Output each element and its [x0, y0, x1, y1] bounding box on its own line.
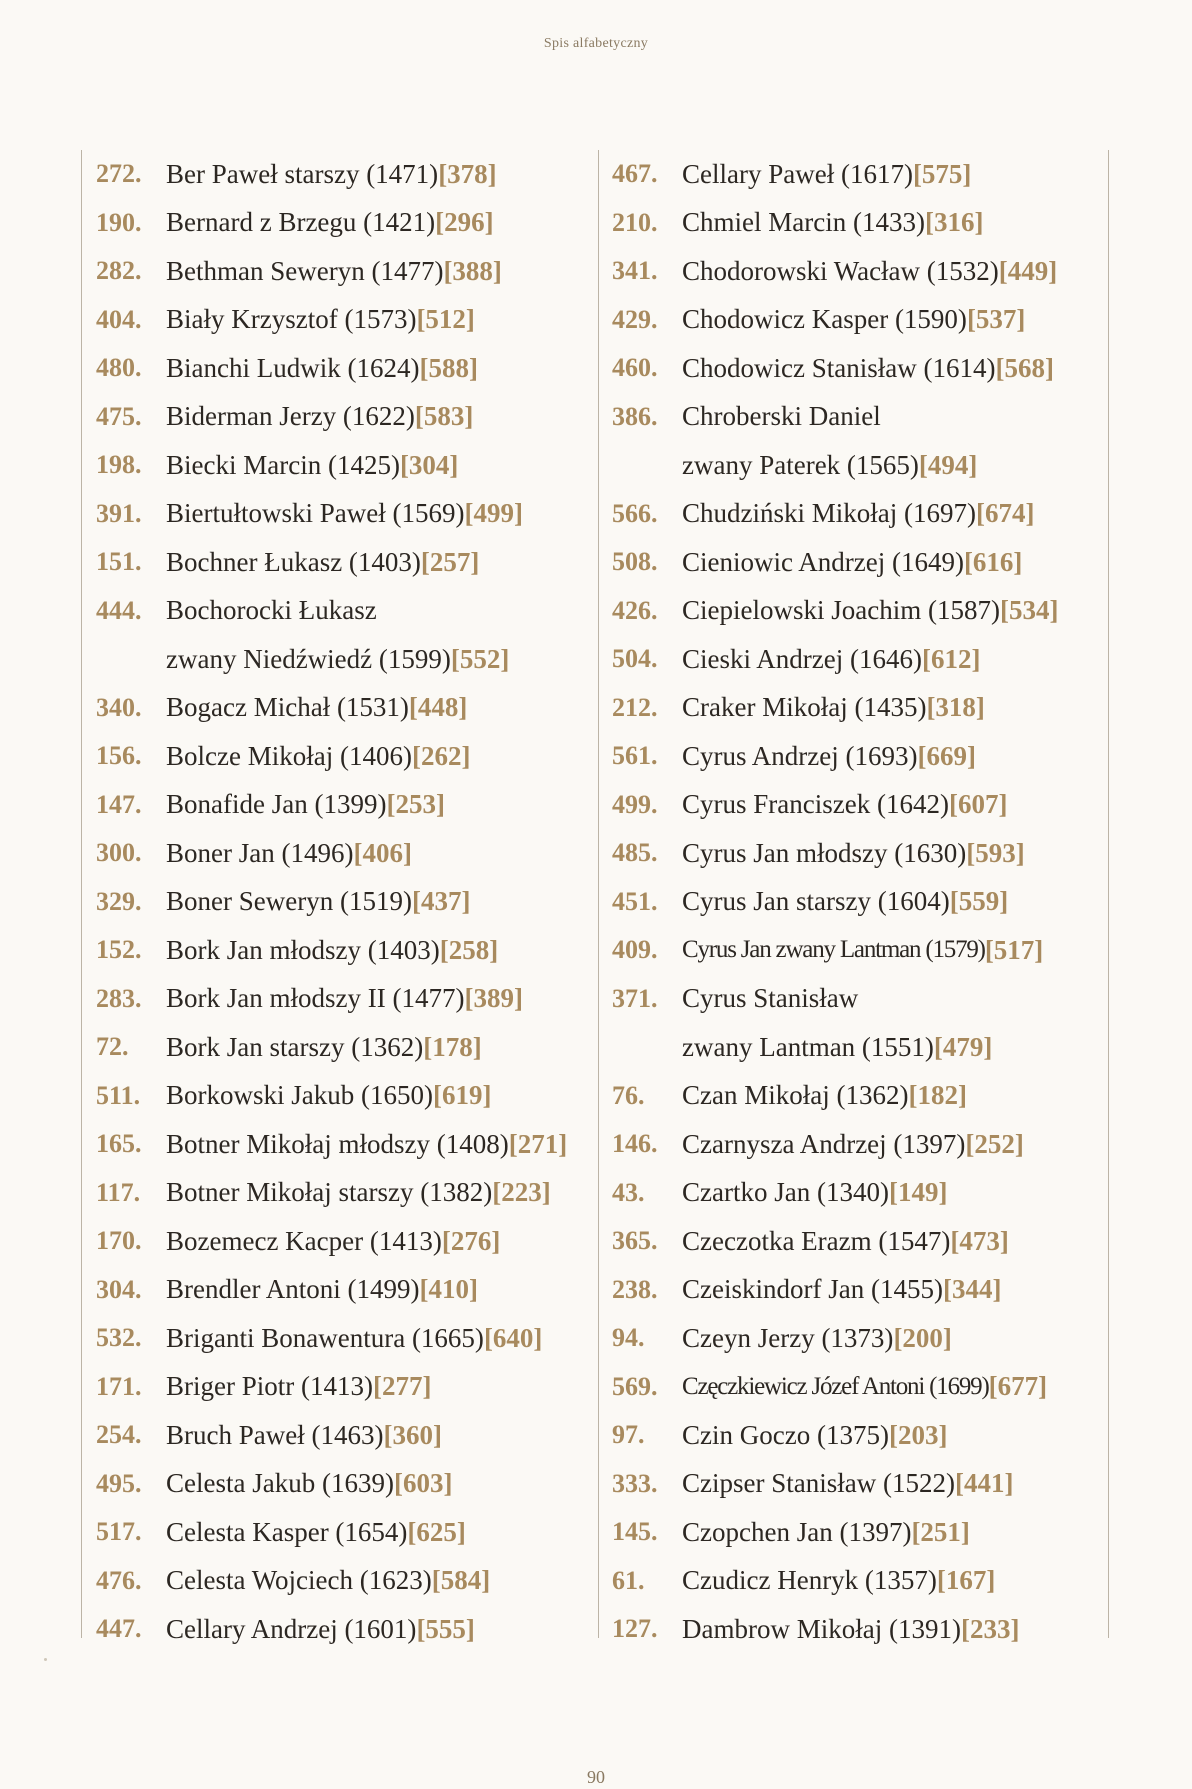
index-entry — [82, 1557, 598, 1606]
entry-number: 43. — [612, 1177, 645, 1207]
entry-number: 147. — [96, 789, 142, 819]
entry-name: Ber Paweł starszy (1471) — [166, 158, 439, 189]
index-entry — [598, 781, 1108, 830]
entry-name: Bonafide Jan (1399) — [166, 789, 387, 820]
entry-reference: [271] — [508, 1128, 568, 1159]
entry-reference: [607] — [948, 789, 1008, 820]
entry-reference: [437] — [411, 886, 471, 917]
entry-reference: [552] — [450, 643, 510, 674]
entry-name: Boner Jan (1496) — [166, 837, 354, 868]
entry-name: zwany Paterek (1565) — [682, 449, 919, 480]
entry-reference: [499] — [464, 498, 523, 529]
entry-number: 300. — [96, 838, 142, 868]
entry-number: 517. — [96, 1517, 142, 1547]
index-column-left — [81, 150, 599, 1644]
index-entry — [82, 1411, 598, 1460]
entry-name: Chodowicz Kasper (1590) — [682, 304, 967, 335]
entry-number: 94. — [612, 1323, 645, 1353]
index-entry — [82, 1217, 598, 1266]
entry-number: 391. — [96, 498, 142, 528]
index-entry — [598, 1508, 1108, 1557]
entry-name: Dambrow Mikołaj (1391) — [682, 1613, 961, 1644]
index-entry — [82, 1169, 598, 1218]
entry-number: 426. — [612, 595, 658, 625]
entry-reference: [479] — [933, 1031, 993, 1062]
index-entry — [598, 878, 1108, 927]
entry-name: Bolcze Mikołaj (1406) — [166, 740, 412, 771]
entry-number: 238. — [612, 1274, 658, 1304]
entry-name: Czin Goczo (1375) — [682, 1419, 889, 1450]
entry-name: Biertułtowski Paweł (1569) — [166, 498, 465, 529]
entry-name: Czeczotka Erazm (1547) — [682, 1225, 951, 1256]
entry-name: Czan Mikołaj (1362) — [682, 1080, 909, 1111]
index-entry — [598, 1266, 1108, 1315]
entry-name: Celesta Jakub (1639) — [166, 1468, 394, 1499]
entry-number: 371. — [612, 983, 658, 1013]
index-entry — [598, 490, 1108, 539]
entry-reference: [318] — [926, 692, 985, 723]
entry-name: Chmiel Marcin (1433) — [682, 207, 925, 238]
index-entry — [82, 829, 598, 878]
entry-number: 198. — [96, 450, 142, 480]
entry-reference: [253] — [386, 789, 445, 820]
entry-name: Bochner Łukasz (1403) — [166, 546, 421, 577]
entry-number: 127. — [612, 1614, 658, 1644]
entry-reference: [555] — [416, 1613, 475, 1644]
index-entry — [82, 878, 598, 927]
entry-number: 386. — [612, 401, 658, 431]
index-entry — [82, 1460, 598, 1509]
index-entry — [598, 441, 1108, 490]
entry-name: Cyrus Franciszek (1642) — [682, 789, 949, 820]
entry-name: Cyrus Andrzej (1693) — [682, 740, 918, 771]
entry-name: zwany Niedźwiedź (1599) — [166, 643, 451, 674]
entry-reference: [251] — [911, 1516, 970, 1547]
index-entry — [82, 1605, 598, 1654]
entry-reference: [296] — [435, 207, 494, 238]
entry-reference: [344] — [942, 1274, 1002, 1305]
entry-name: Bochorocki Łukasz — [166, 595, 377, 626]
entry-reference: [534] — [999, 595, 1059, 626]
entry-reference: [588] — [419, 352, 478, 383]
running-header: Spis alfabetyczny — [543, 36, 649, 51]
index-entry — [82, 490, 598, 539]
entry-number: 429. — [612, 304, 658, 334]
entry-number: 451. — [612, 886, 658, 916]
entry-name: Biecki Marcin (1425) — [166, 449, 400, 480]
entry-reference: [258] — [439, 934, 499, 965]
index-entry — [82, 1023, 598, 1072]
index-entry — [598, 247, 1108, 296]
entry-reference: [603] — [393, 1468, 453, 1499]
entry-number: 272. — [96, 159, 142, 189]
entry-reference: [388] — [443, 255, 502, 286]
entry-name: Czopchen Jan (1397) — [682, 1516, 912, 1547]
entry-number: 146. — [612, 1129, 658, 1159]
entry-reference: [575] — [912, 158, 972, 189]
entry-reference: [559] — [949, 886, 1009, 917]
entry-reference: [494] — [918, 449, 978, 480]
entry-number: 404. — [96, 304, 142, 334]
entry-number: 341. — [612, 256, 658, 286]
entry-number: 170. — [96, 1226, 142, 1256]
index-entry — [598, 199, 1108, 248]
entry-number: 76. — [612, 1080, 645, 1110]
entry-name: Cellary Andrzej (1601) — [166, 1613, 417, 1644]
entry-name: Czudicz Henryk (1357) — [682, 1565, 937, 1596]
entry-number: 566. — [612, 498, 658, 528]
entry-name: Cieski Andrzej (1646) — [682, 643, 922, 674]
index-entry — [598, 296, 1108, 345]
entry-reference: [640] — [483, 1322, 543, 1353]
entry-name: Częczkiewicz Józef Antoni (1699) — [682, 1372, 989, 1400]
entry-reference: [378] — [438, 158, 497, 189]
entry-reference: [277] — [372, 1371, 432, 1402]
entry-number: 495. — [96, 1468, 142, 1498]
index-entry — [82, 538, 598, 587]
index-entry — [82, 1266, 598, 1315]
entry-number: 282. — [96, 256, 142, 286]
entry-name: Czartko Jan (1340) — [682, 1177, 889, 1208]
entry-name: Czeyn Jerzy (1373) — [682, 1322, 894, 1353]
index-entry — [82, 1508, 598, 1557]
index-entry — [598, 732, 1108, 781]
entry-reference: [568] — [995, 352, 1054, 383]
entry-name: Bork Jan młodszy II (1477) — [166, 983, 465, 1014]
index-entry — [598, 1072, 1108, 1121]
entry-reference: [304] — [399, 449, 459, 480]
index-entry — [598, 150, 1108, 199]
entry-number: 485. — [612, 838, 658, 868]
entry-reference: [449] — [998, 255, 1058, 286]
index-entry — [82, 199, 598, 248]
entry-reference: [316] — [924, 207, 984, 238]
entry-number: 156. — [96, 741, 142, 771]
entry-name: Bernard z Brzegu (1421) — [166, 207, 436, 238]
index-entry — [82, 441, 598, 490]
entry-number: 152. — [96, 935, 142, 965]
entry-name: Cellary Paweł (1617) — [682, 158, 913, 189]
entry-reference: [448] — [408, 692, 468, 723]
index-entry — [598, 538, 1108, 587]
entry-reference: [182] — [908, 1080, 967, 1111]
entry-reference: [203] — [888, 1419, 948, 1450]
entry-number: 190. — [96, 207, 142, 237]
entry-name: Boner Seweryn (1519) — [166, 886, 412, 917]
entry-name: Chodowicz Stanisław (1614) — [682, 352, 996, 383]
entry-name: Cyrus Stanisław — [682, 983, 859, 1014]
index-entry — [82, 587, 598, 636]
entry-number: 283. — [96, 983, 142, 1013]
entry-number: 72. — [96, 1032, 129, 1062]
entry-number: 340. — [96, 692, 142, 722]
entry-name: Cieniowic Andrzej (1649) — [682, 546, 964, 577]
entry-name: Bork Jan starszy (1362) — [166, 1031, 424, 1062]
index-entry — [598, 344, 1108, 393]
entry-number: 569. — [612, 1371, 658, 1401]
entry-number: 561. — [612, 741, 658, 771]
entry-number: 97. — [612, 1420, 645, 1450]
index-entry — [82, 926, 598, 975]
entry-reference: [593] — [966, 837, 1025, 868]
entry-number: 532. — [96, 1323, 142, 1353]
index-entry — [598, 684, 1108, 733]
entry-reference: [517] — [984, 934, 1044, 965]
entry-reference: [674] — [975, 498, 1035, 529]
index-entry — [82, 296, 598, 345]
entry-reference: [616] — [963, 546, 1023, 577]
index-entry — [598, 635, 1108, 684]
entry-name: Brendler Antoni (1499) — [166, 1274, 420, 1305]
entry-number: 61. — [612, 1565, 645, 1595]
index-entry — [82, 247, 598, 296]
entry-number: 333. — [612, 1468, 658, 1498]
entry-name: Czipser Stanisław (1522) — [682, 1468, 955, 1499]
entry-name: zwany Lantman (1551) — [682, 1031, 934, 1062]
entry-reference: [583] — [414, 401, 474, 432]
entry-name: Bianchi Ludwik (1624) — [166, 352, 420, 383]
index-entry — [82, 635, 598, 684]
entry-number: 171. — [96, 1371, 142, 1401]
entry-name: Cyrus Jan zwany Lantman (1579) — [682, 936, 985, 964]
entry-reference: [441] — [954, 1468, 1014, 1499]
entry-reference: [677] — [988, 1371, 1048, 1402]
entry-number: 508. — [612, 547, 658, 577]
entry-name: Ciepielowski Joachim (1587) — [682, 595, 1000, 626]
entry-reference: [584] — [431, 1565, 491, 1596]
entry-number: 151. — [96, 547, 142, 577]
index-entry — [598, 587, 1108, 636]
entry-name: Bruch Paweł (1463) — [166, 1419, 384, 1450]
index-entry — [598, 1217, 1108, 1266]
index-entry — [598, 1605, 1108, 1654]
entry-name: Craker Mikołaj (1435) — [682, 692, 927, 723]
entry-number: 304. — [96, 1274, 142, 1304]
entry-name: Celesta Kasper (1654) — [166, 1516, 408, 1547]
entry-number: 165. — [96, 1129, 142, 1159]
entry-number: 460. — [612, 353, 658, 383]
entry-number: 117. — [96, 1177, 141, 1207]
index-entry — [598, 829, 1108, 878]
entry-name: Bethman Seweryn (1477) — [166, 255, 444, 286]
index-entry — [82, 1363, 598, 1412]
entry-number: 467. — [612, 159, 658, 189]
index-entry — [598, 926, 1108, 975]
entry-number: 447. — [96, 1614, 142, 1644]
entry-reference: [223] — [492, 1177, 551, 1208]
entry-reference: [233] — [960, 1613, 1020, 1644]
index-entry — [82, 1314, 598, 1363]
index-entry — [82, 1120, 598, 1169]
entry-number: 511. — [96, 1080, 141, 1110]
entry-reference: [473] — [950, 1225, 1009, 1256]
index-entry — [598, 393, 1108, 442]
entry-name: Botner Mikołaj młodszy (1408) — [166, 1128, 509, 1159]
entry-number: 329. — [96, 886, 142, 916]
entry-name: Borkowski Jakub (1650) — [166, 1080, 433, 1111]
entry-reference: [389] — [464, 983, 523, 1014]
entry-reference: [625] — [407, 1516, 466, 1547]
entry-reference: [512] — [416, 304, 475, 335]
index-entry — [598, 1169, 1108, 1218]
entry-number: 212. — [612, 692, 658, 722]
entry-reference: [669] — [917, 740, 976, 771]
entry-name: Cyrus Jan młodszy (1630) — [682, 837, 967, 868]
entry-number: 504. — [612, 644, 658, 674]
index-column-right — [598, 150, 1109, 1644]
entry-name: Bozemecz Kacper (1413) — [166, 1225, 442, 1256]
index-entry — [82, 344, 598, 393]
index-entry — [598, 1460, 1108, 1509]
entry-name: Chroberski Daniel — [682, 401, 881, 432]
entry-reference: [276] — [441, 1225, 501, 1256]
entry-reference: [360] — [383, 1419, 442, 1450]
index-entry — [598, 1363, 1108, 1412]
entry-number: 475. — [96, 401, 142, 431]
index-entry — [598, 1023, 1108, 1072]
entry-name: Botner Mikołaj starszy (1382) — [166, 1177, 493, 1208]
entry-reference: [612] — [921, 643, 981, 674]
entry-name: Czarnysza Andrzej (1397) — [682, 1128, 966, 1159]
entry-reference: [149] — [888, 1177, 948, 1208]
entry-reference: [252] — [965, 1128, 1024, 1159]
entry-number: 476. — [96, 1565, 142, 1595]
entry-number: 145. — [612, 1517, 658, 1547]
entry-number: 499. — [612, 789, 658, 819]
index-entry — [82, 393, 598, 442]
index-entry — [598, 1411, 1108, 1460]
entry-reference: [167] — [936, 1565, 996, 1596]
entry-reference: [410] — [419, 1274, 478, 1305]
index-entry — [82, 150, 598, 199]
entry-name: Briger Piotr (1413) — [166, 1371, 373, 1402]
index-entry — [82, 781, 598, 830]
index-entry — [598, 1314, 1108, 1363]
entry-name: Briganti Bonawentura (1665) — [166, 1322, 484, 1353]
index-entry — [82, 732, 598, 781]
entry-number: 365. — [612, 1226, 658, 1256]
entry-number: 444. — [96, 595, 142, 625]
index-entry — [598, 975, 1108, 1024]
entry-reference: [257] — [420, 546, 480, 577]
entry-reference: [619] — [432, 1080, 492, 1111]
entry-name: Czeiskindorf Jan (1455) — [682, 1274, 943, 1305]
entry-reference: [262] — [411, 740, 471, 771]
entry-reference: [537] — [966, 304, 1026, 335]
index-entry — [82, 1072, 598, 1121]
entry-name: Chodorowski Wacław (1532) — [682, 255, 999, 286]
entry-name: Biały Krzysztof (1573) — [166, 304, 417, 335]
entry-name: Bogacz Michał (1531) — [166, 692, 409, 723]
entry-reference: [200] — [893, 1322, 952, 1353]
index-entry — [82, 684, 598, 733]
entry-name: Celesta Wojciech (1623) — [166, 1565, 432, 1596]
entry-number: 210. — [612, 207, 658, 237]
entry-number: 480. — [96, 353, 142, 383]
index-entry — [598, 1557, 1108, 1606]
entry-name: Biderman Jerzy (1622) — [166, 401, 415, 432]
entry-number: 254. — [96, 1420, 142, 1450]
page-number: 90 — [587, 1767, 605, 1787]
entry-number: 409. — [612, 935, 658, 965]
entry-name: Bork Jan młodszy (1403) — [166, 934, 440, 965]
entry-name: Cyrus Jan starszy (1604) — [682, 886, 950, 917]
index-entry — [82, 975, 598, 1024]
speck-mark — [44, 1658, 47, 1661]
index-entry — [598, 1120, 1108, 1169]
entry-reference: [178] — [423, 1031, 482, 1062]
entry-name: Chudziński Mikołaj (1697) — [682, 498, 976, 529]
entry-reference: [406] — [353, 837, 412, 868]
